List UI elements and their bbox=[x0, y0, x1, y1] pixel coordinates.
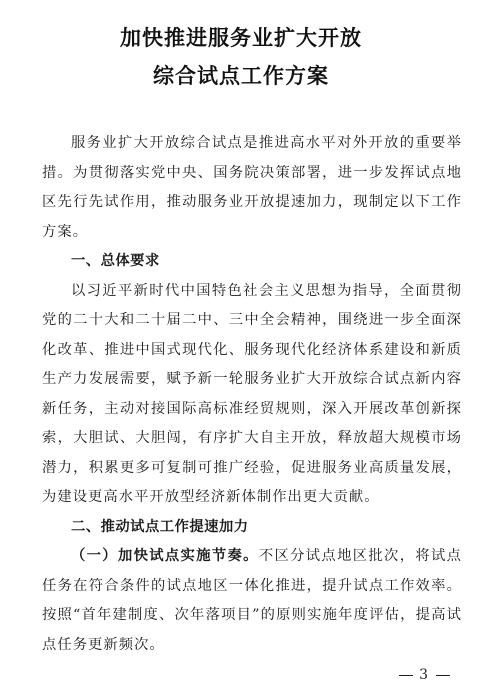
intro-paragraph: 服务业扩大开放综合试点是推进高水平对外开放的重要举措。为贯彻落实党中央、国务院决策部署，进一步发挥试点地区先行先试作用，推动服务业开放提速加力，现制定以下工作方案。 bbox=[42, 135, 462, 240]
section-2-item-1 bbox=[42, 542, 462, 660]
page-number-dash-left bbox=[399, 675, 413, 676]
document-title-line-1: 加快推进服务业扩大开放 bbox=[120, 26, 362, 50]
page-number-value: 3 bbox=[419, 667, 430, 683]
section-1-heading: 一、总体要求 bbox=[71, 253, 160, 269]
section-2-item-1-label: （一）加快试点实施节奏。 bbox=[71, 548, 259, 564]
document-title-line-2: 综合试点工作方案 bbox=[153, 64, 329, 88]
section-2-heading: 二、推动试点工作提速加力 bbox=[71, 518, 249, 535]
page-number bbox=[393, 667, 456, 683]
section-2-item-1-body: 不区分试点地区批次，将试点任务在符合条件的试点地区一体化推进，提升试点工作效率。按照“首年建制度、次年落项目”的原则实施年度评估，提高试点任务更新频次。 bbox=[42, 548, 462, 653]
document-body bbox=[42, 129, 462, 660]
page-number-dash-right bbox=[436, 675, 450, 676]
section-1-paragraph: 以习近平新时代中国特色社会主义思想为指导，全面贯彻党的二十大和二十届二中、三中全会精神，围绕进一步全面深化改革、推进中国式现代化、服务现代化经济体系建设和新质生产力发展需要，赋予新一轮服务业扩大开放综合试点新内容新任务，主动对接国际高标准经贸规则，深入开展改革创新探索，大胆试、大胆闯，有序扩大自主开放，释放超大规模市场潜力，积累更多可复制可推广经验，促进服务业高质量发展，为建设更高水平开放型经济新体制作出更大贡献。 bbox=[42, 282, 462, 505]
